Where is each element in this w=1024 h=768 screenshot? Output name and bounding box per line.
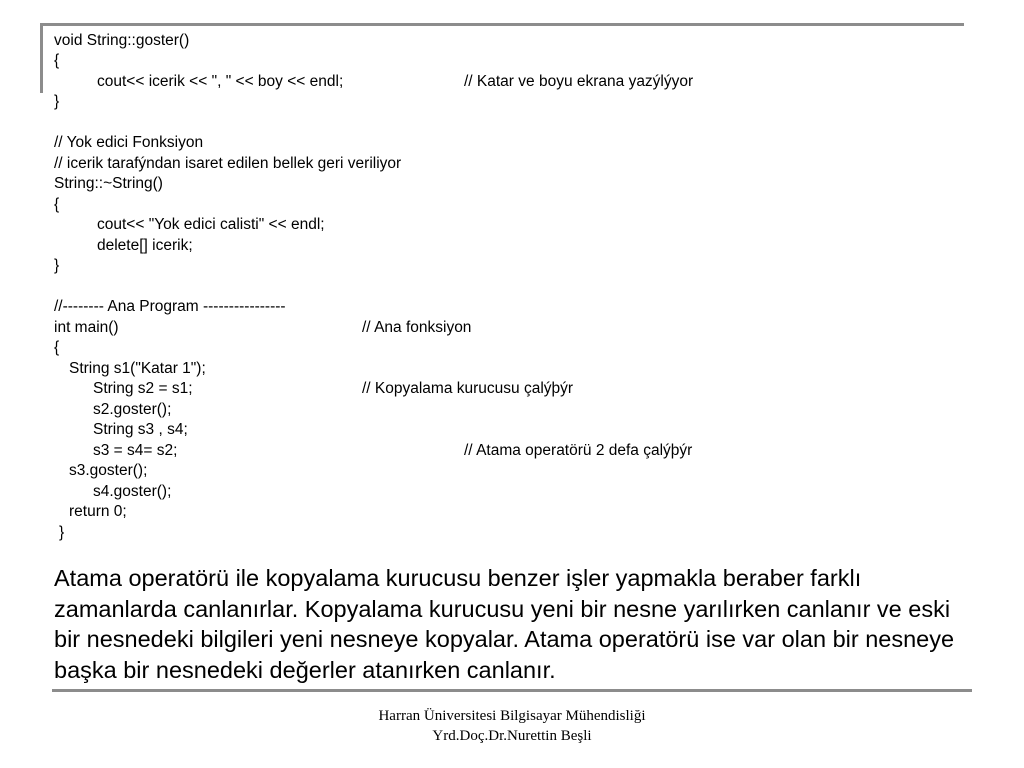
code-comment: // Kopyalama kurucusu çalýþýr	[362, 380, 574, 397]
code-line: {	[54, 52, 60, 69]
bottom-divider-line	[52, 689, 972, 692]
code-line: String s1("Katar 1");	[69, 360, 206, 377]
code-line: cout<< "Yok edici calisti" << endl;	[97, 216, 325, 233]
code-line: s4.goster();	[93, 483, 172, 500]
code-line: int main()	[54, 319, 119, 336]
code-comment: // Yok edici Fonksiyon	[54, 134, 204, 151]
code-line: {	[54, 339, 60, 356]
code-line: String s3 , s4;	[93, 421, 188, 438]
code-line: String::~String()	[54, 175, 163, 192]
code-comment: // Katar ve boyu ekrana yazýlýyor	[464, 73, 694, 90]
code-comment: //-------- Ana Program ----------------	[54, 298, 286, 315]
code-line: delete[] icerik;	[97, 237, 193, 254]
explanation-paragraph: Atama operatörü ile kopyalama kurucusu benzer işler yapmakla beraber farklı zamanlarda canlanırlar. Kopyalama kurucusu yeni bir nesne yarılırken canlanır ve eski bir nesnedeki bilgileri yeni nesneye kopyalar. Atama operatörü ise var olan bir nesneye başka bir nesnedeki değerler atanırken canlanır.	[54, 565, 955, 683]
code-comment: // icerik tarafýndan isaret edilen bellek geri veriliyor	[54, 155, 402, 172]
code-line: void String::goster()	[54, 32, 190, 49]
code-comment: // Ana fonksiyon	[362, 319, 472, 336]
code-comment: // Atama operatörü 2 defa çalýþýr	[464, 442, 693, 459]
code-line: }	[59, 524, 65, 541]
code-line: String s2 = s1;	[93, 380, 193, 397]
code-line: {	[54, 196, 60, 213]
footer-institution: Harran Üniversitesi Bilgisayar Mühendisliği	[378, 708, 646, 724]
code-line: s2.goster();	[93, 401, 172, 418]
code-line: return 0;	[69, 503, 127, 520]
code-line: }	[54, 257, 60, 274]
code-line: cout<< icerik << ", " << boy << endl;	[97, 73, 344, 90]
code-line: s3.goster();	[69, 462, 148, 479]
code-line: s3 = s4= s2;	[93, 442, 178, 459]
footer-author: Yrd.Doç.Dr.Nurettin Beşli	[432, 728, 592, 744]
code-line: }	[54, 93, 60, 110]
